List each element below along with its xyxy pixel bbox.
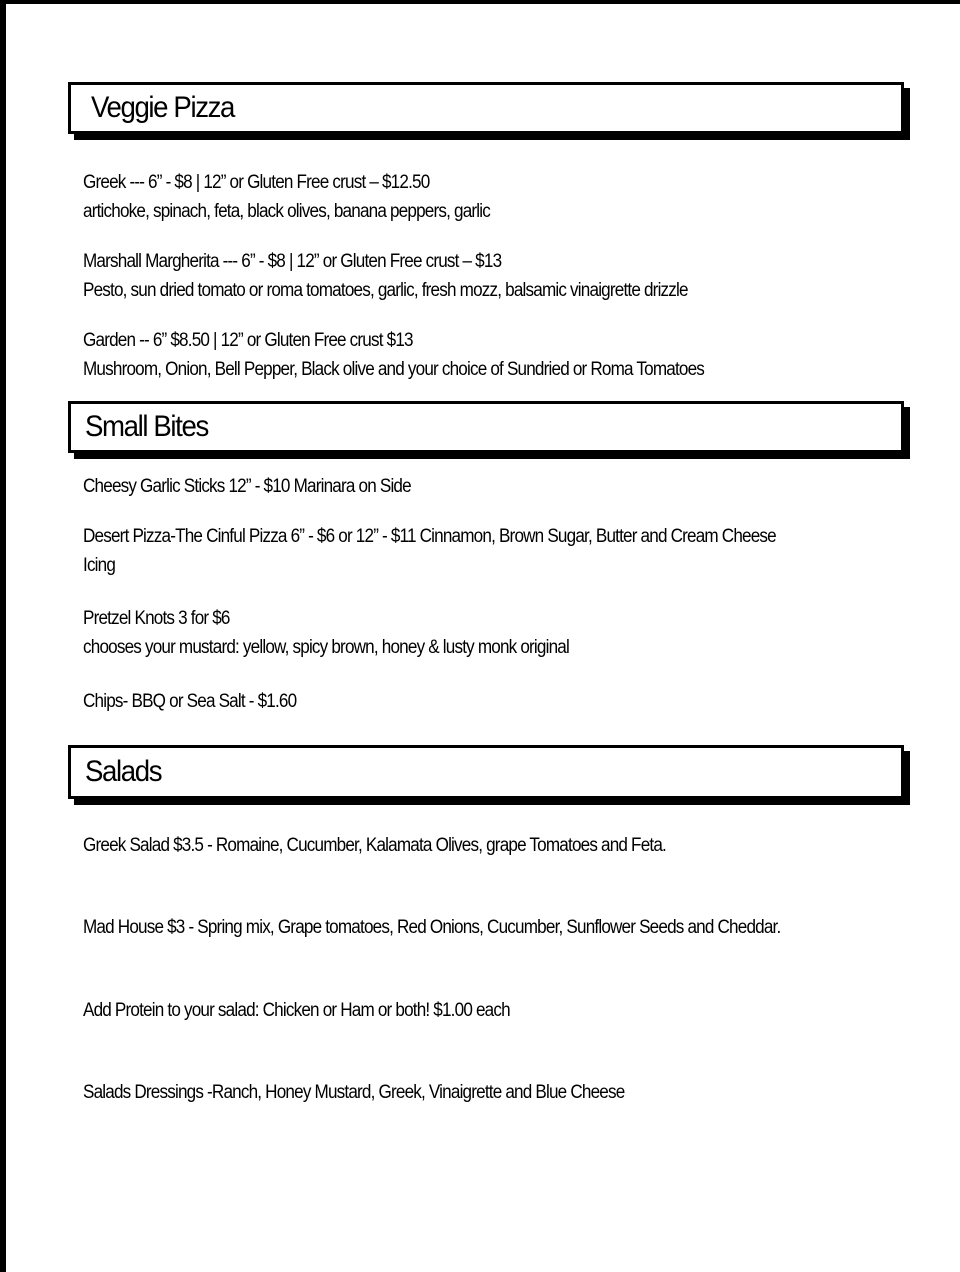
item-name-price: Salads Dressings -Ranch, Honey Mustard, Greek, Vinaigrette and Blue Cheese — [83, 1082, 625, 1103]
section-title: Salads — [85, 755, 162, 788]
item-description: Icing — [83, 555, 116, 576]
menu-item-desert-pizza — [83, 522, 933, 580]
section-header-salads — [68, 745, 904, 799]
item-name-price: Greek --- 6” - $8 | 12” or Gluten Free crust – $12.50 — [83, 172, 430, 193]
item-name-price: Add Protein to your salad: Chicken or Ham or both! $1.00 each — [83, 1000, 510, 1021]
item-name-price: Mad House $3 - Spring mix, Grape tomatoes, Red Onions, Cucumber, Sunflower Seeds and Cheddar. — [83, 917, 781, 938]
menu-item-add-protein — [83, 996, 933, 1025]
item-name-price: Desert Pizza-The Cinful Pizza 6” - $6 or 12” - $11 Cinnamon, Brown Sugar, Butter and Cream Cheese — [83, 526, 776, 547]
item-name-price: Pretzel Knots 3 for $6 — [83, 608, 230, 629]
menu-item-garden-pizza — [83, 326, 933, 384]
item-name-price: Chips- BBQ or Sea Salt - $1.60 — [83, 691, 297, 712]
item-description: artichoke, spinach, feta, black olives, banana peppers, garlic — [83, 201, 490, 222]
section-title: Small Bites — [85, 410, 208, 443]
menu-item-cheesy-garlic-sticks — [83, 472, 933, 501]
item-description: Mushroom, Onion, Bell Pepper, Black olive and your choice of Sundried or Roma Tomatoes — [83, 359, 705, 380]
menu-item-greek-salad — [83, 831, 933, 860]
menu-item-salad-dressings — [83, 1078, 933, 1107]
menu-item-greek-pizza — [83, 168, 933, 226]
item-name-price: Marshall Margherita --- 6” - $8 | 12” or Gluten Free crust – $13 — [83, 251, 502, 272]
item-name-price: Garden -- 6” $8.50 | 12” or Gluten Free crust $13 — [83, 330, 413, 351]
section-header-veggie-pizza — [68, 82, 904, 134]
item-name-price: Cheesy Garlic Sticks 12” - $10 Marinara on Side — [83, 476, 411, 497]
section-header-small-bites — [68, 401, 904, 453]
section-title: Veggie Pizza — [91, 91, 235, 124]
menu-item-marshall-margherita — [83, 247, 933, 305]
menu-item-chips — [83, 687, 933, 716]
item-description: chooses your mustard: yellow, spicy brown, honey & lusty monk original — [83, 637, 569, 658]
item-name-price: Greek Salad $3.5 - Romaine, Cucumber, Kalamata Olives, grape Tomatoes and Feta. — [83, 835, 666, 856]
item-description: Pesto, sun dried tomato or roma tomatoes, garlic, fresh mozz, balsamic vinaigrette drizzle — [83, 280, 688, 301]
menu-item-mad-house-salad — [83, 913, 933, 942]
menu-item-pretzel-knots — [83, 604, 933, 662]
